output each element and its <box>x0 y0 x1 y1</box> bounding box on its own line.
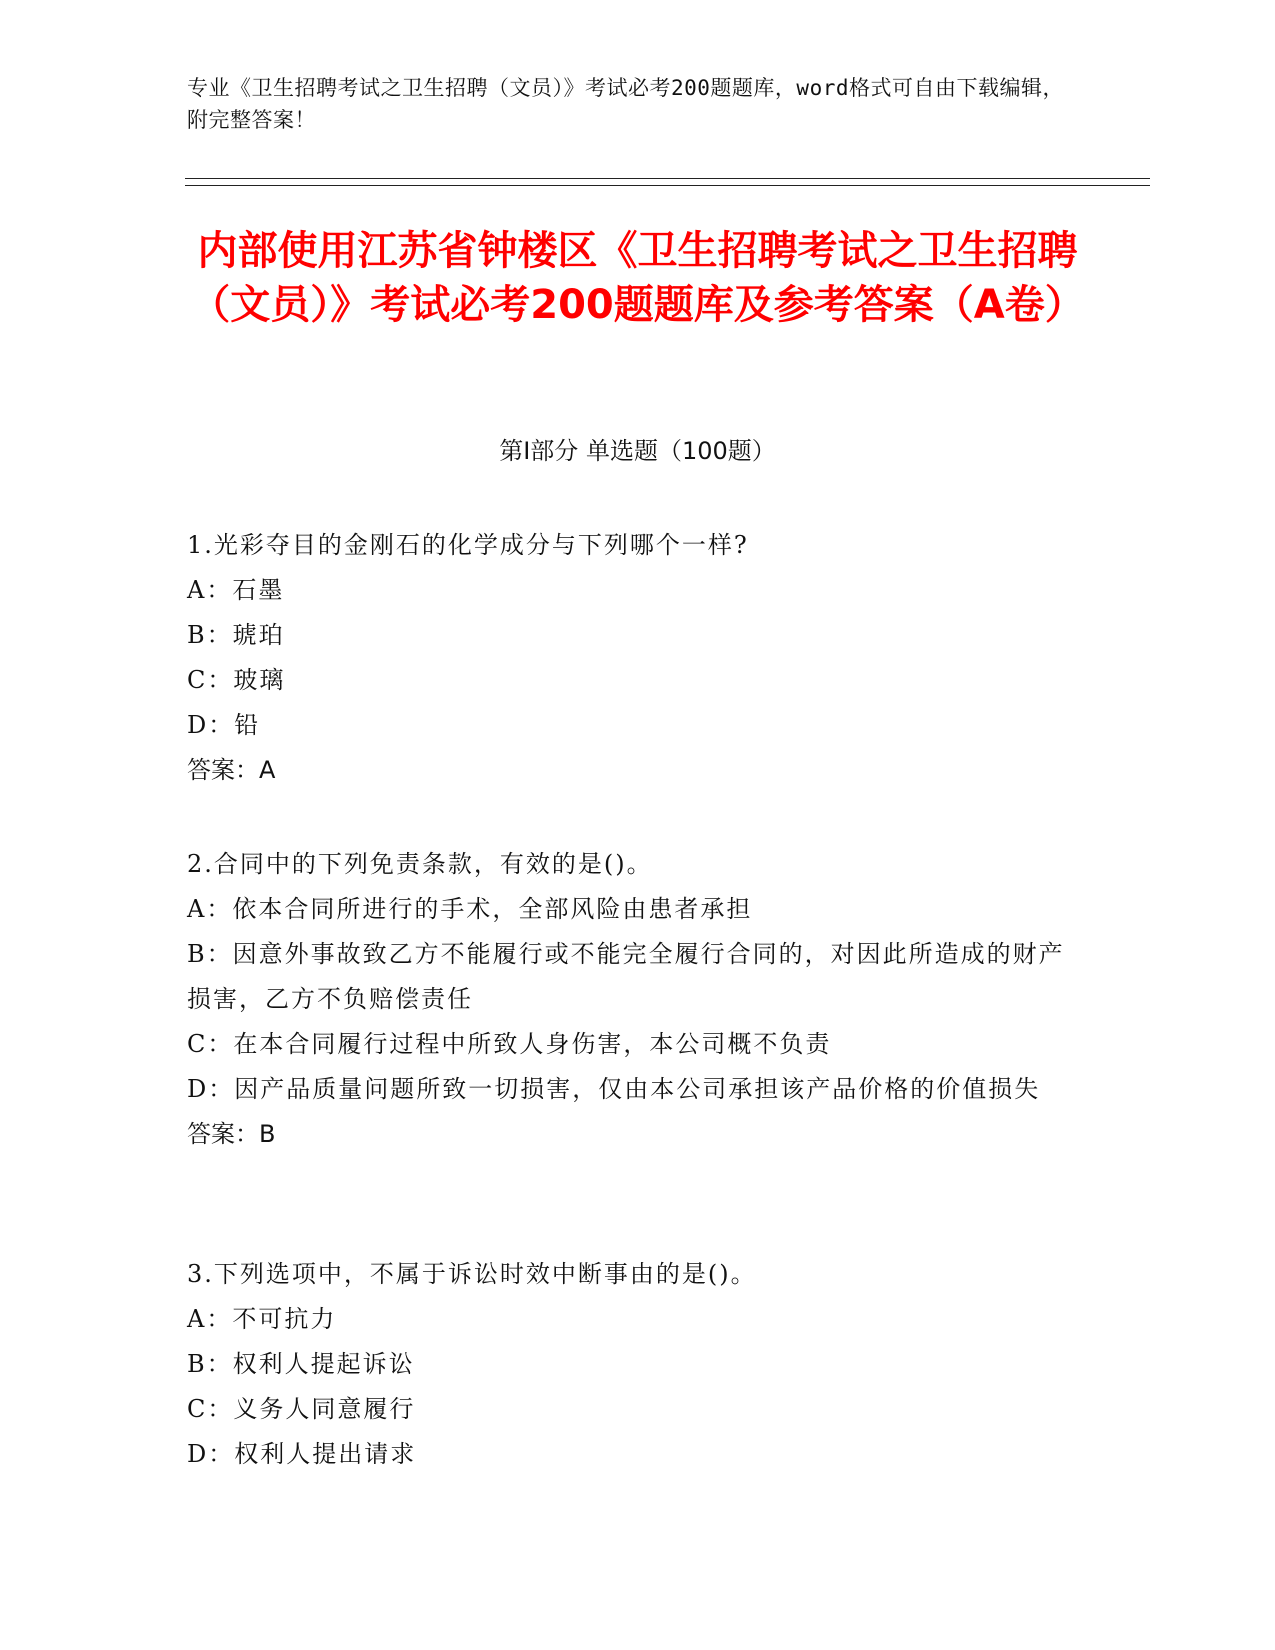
answer-line: 答案：B <box>187 1120 276 1148</box>
option-d: D：因产品质量问题所致一切损害，仅由本公司承担该产品价格的价值损失 <box>187 1075 1041 1103</box>
question-block-2 <box>187 842 1067 1157</box>
question-stem: 3.下列选项中，不属于诉讼时效中断事由的是()。 <box>187 1260 757 1288</box>
option-a: A：不可抗力 <box>187 1305 337 1333</box>
option-b: B：因意外事故致乙方不能履行或不能完全履行合同的，对因此所造成的财产损害，乙方不负赔偿责任 <box>187 940 1065 1013</box>
option-c: C：义务人同意履行 <box>187 1395 416 1423</box>
document-title: 内部使用江苏省钟楼区《卫生招聘考试之卫生招聘（文员）》考试必考200题题库及参考答案（A卷） <box>190 228 1085 328</box>
intro-paragraph: 专业《卫生招聘考试之卫生招聘（文员）》考试必考200题题库，word格式可自由下载编辑，附完整答案！ <box>187 76 1064 132</box>
question-block-1 <box>187 523 1067 793</box>
answer-line: 答案：A <box>187 756 276 784</box>
option-d: D：铅 <box>187 711 261 739</box>
option-c: C：在本合同履行过程中所致人身伤害，本公司概不负责 <box>187 1030 832 1058</box>
option-a: A：依本合同所进行的手术，全部风险由患者承担 <box>187 895 753 923</box>
question-block-3 <box>187 1252 1067 1477</box>
section-heading: 第Ⅰ部分 单选题（100题） <box>499 437 776 465</box>
option-c: C：玻璃 <box>187 666 286 694</box>
header-rule-bottom <box>185 185 1150 186</box>
option-b: B：权利人提起诉讼 <box>187 1350 415 1378</box>
option-b: B：琥珀 <box>187 621 285 649</box>
option-d: D：权利人提出请求 <box>187 1440 417 1468</box>
option-a: A：石墨 <box>187 576 285 604</box>
header-rule-top <box>185 178 1150 179</box>
question-stem: 1.光彩夺目的金刚石的化学成分与下列哪个一样? <box>187 531 749 559</box>
question-stem: 2.合同中的下列免责条款，有效的是()。 <box>187 850 653 878</box>
